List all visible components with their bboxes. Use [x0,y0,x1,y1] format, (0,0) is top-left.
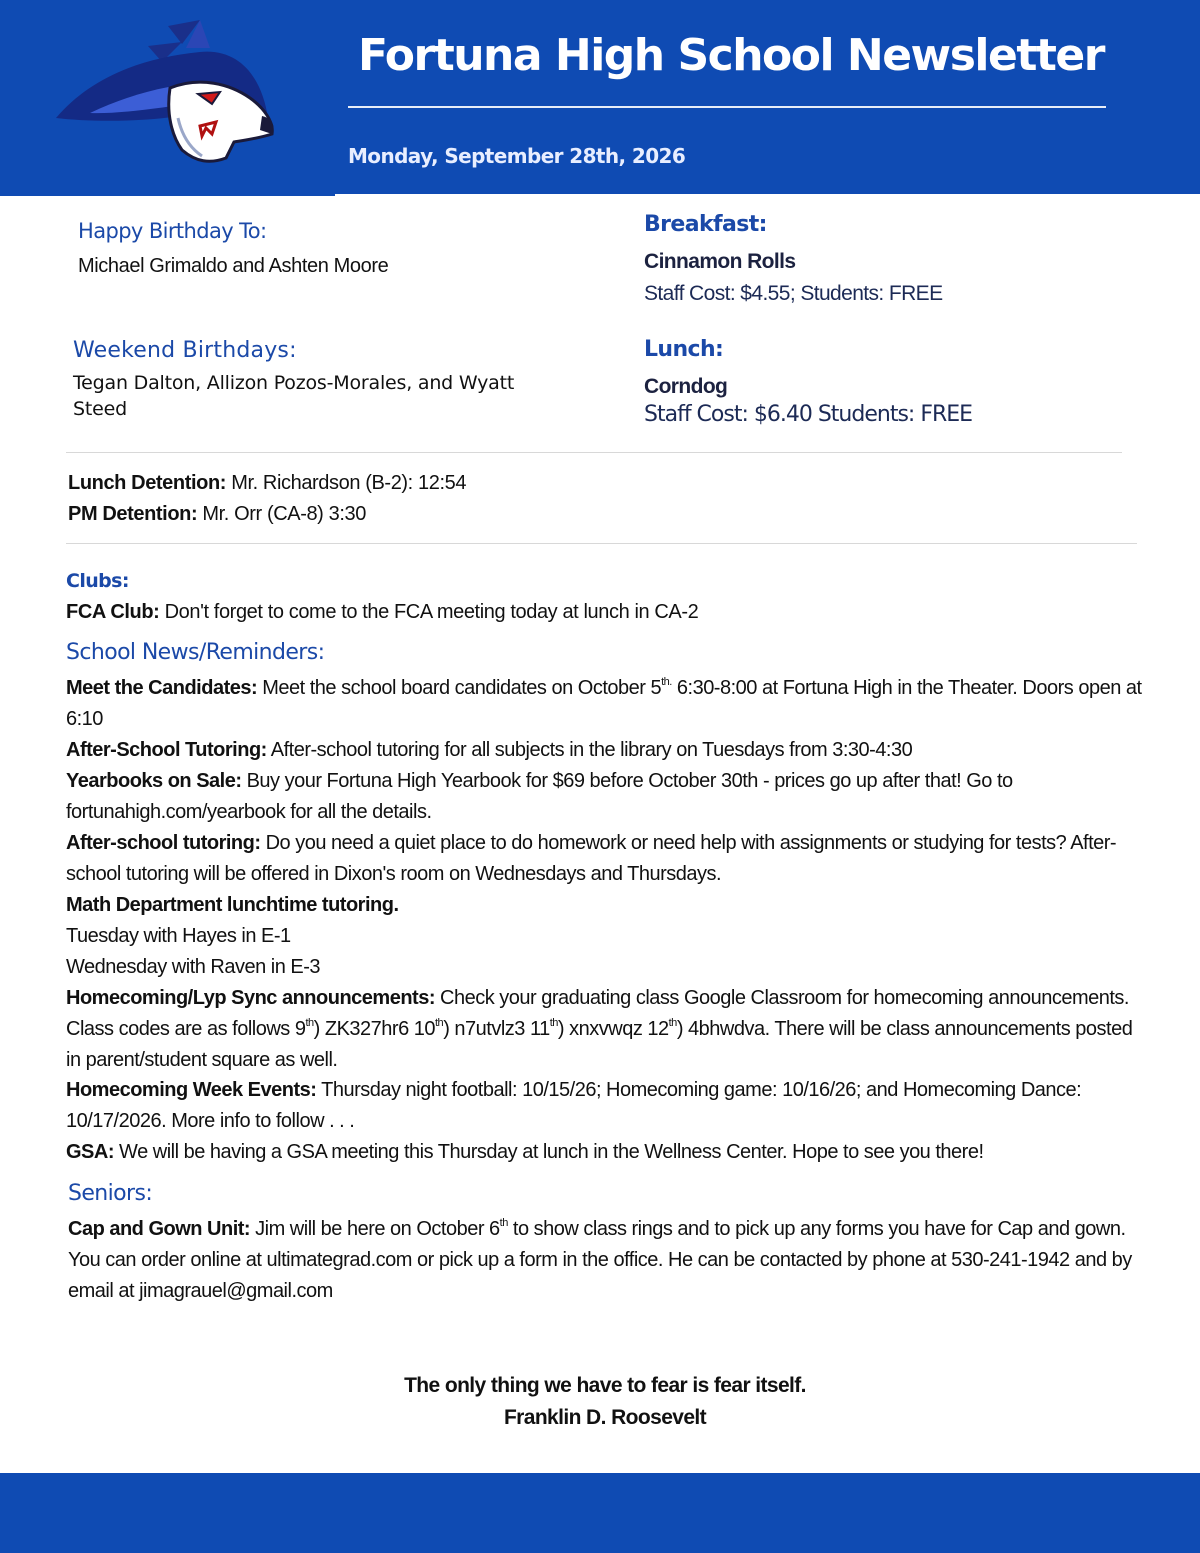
weekend-birthdays-line-1: Tegan Dalton, Allizon Pozos-Morales, and Wyatt [73,372,515,394]
gsa-item [66,1137,1146,1168]
cap-and-gown-item [68,1214,1138,1307]
after-school-tutoring-item [66,735,1146,766]
item-text: ) ZK327hr6 10 [313,1018,435,1040]
item-label: Meet the Candidates: [66,677,258,699]
item-text: Check your graduating class Google Classroom for homecoming announcements. Class codes are as follows 9 [66,987,1129,1040]
item-label: Homecoming Week Events: [66,1079,317,1101]
superscript: th [305,1017,314,1029]
superscript: th [499,1217,508,1229]
item-text: 6:30-8:00 at Fortuna High in the Theater. Doors open at 6:10 [66,677,1142,730]
item-text: Jim will be here on October 6 [250,1218,500,1240]
homecoming-week-item [66,1075,1146,1137]
lunch-detention-label: Lunch Detention: [68,472,227,494]
item-label: After-School Tutoring: [66,739,267,761]
breakfast-cost: Staff Cost: $4.55; Students: FREE [644,282,943,305]
lunch-heading: Lunch: [644,337,724,362]
pm-detention [68,503,366,526]
newsletter-footer [0,1473,1200,1553]
item-text: After-school tutoring for all subjects in the library on Tuesdays from 3:30-4:30 [266,739,913,761]
item-text: ) n7utvlz3 11 [443,1018,550,1040]
breakfast-heading: Breakfast: [644,212,767,237]
title-divider [348,106,1106,108]
homecoming-item [66,983,1146,1076]
superscript: th [549,1017,558,1029]
item-text: ) 4bhwdva. There will be class announcements posted in parent/student square as well. [66,1018,1133,1071]
math-tutoring-line-2: Wednesday with Raven in E-3 [66,956,321,978]
breakfast-item: Cinnamon Rolls [644,250,796,273]
superscript: th. [661,676,672,688]
meet-candidates-item [66,673,1146,735]
lunch-cost: Staff Cost: $6.40 Students: FREE [644,402,973,427]
math-tutoring-item [66,890,1146,921]
newsletter-header [0,0,1200,194]
item-text: Do you need a quiet place to do homework or need help with assignments or studying for tests? After-school tutoring will be offered in Dixon's room on Wednesdays and Thursdays. [66,832,1117,885]
page-title: Fortuna High School Newsletter [358,30,1104,81]
quote-author: Franklin D. Roosevelt [503,1406,707,1429]
item-label: GSA: [66,1141,114,1163]
birthday-names: Michael Grimaldo and Ashten Moore [78,255,389,277]
item-text: We will be having a GSA meeting this Thursday at lunch in the Wellness Center. Hope to see you there! [114,1141,984,1163]
quote-text: The only thing we have to fear is fear itself. [404,1374,806,1397]
item-label: After-school tutoring: [66,832,261,854]
item-text: Thursday night football: 10/15/26; Homecoming game: 10/16/26; and Homecoming Dance: 10/17/2026. More info to follow . . . [66,1079,1082,1132]
item-label: Cap and Gown Unit: [68,1218,251,1240]
yearbooks-item [66,766,1146,828]
item-label: Homecoming/Lyp Sync announcements: [66,987,435,1009]
birthday-heading: Happy Birthday To: [78,219,267,243]
math-tutoring-line-1: Tuesday with Hayes in E-1 [66,925,291,947]
newsletter-date: Monday, September 28th, 2026 [348,144,686,168]
item-text: to show class rings and to pick up any forms you have for Cap and gown. You can order online at ultimategrad.com or pick up a form in the office. He can be contacted by phone at 530-241-1942 and by email at jimagrauel@gmail.com [68,1218,1132,1302]
header-strip [0,194,335,196]
section-divider [66,543,1137,544]
superscript: th [435,1017,444,1029]
clubs-heading: Clubs: [66,570,129,592]
weekend-birthdays-heading: Weekend Birthdays: [73,338,297,363]
husky-mascot-logo [50,18,290,178]
lunch-detention [68,472,466,495]
weekend-birthdays-line-2: Steed [73,398,127,420]
fca-club-text: Don't forget to come to the FCA meeting today at lunch in CA-2 [159,601,699,623]
lunch-item: Corndog [644,375,728,398]
seniors-heading: Seniors: [68,1181,153,1206]
item-text: ) xnxvwqz 12 [557,1018,669,1040]
section-divider [66,452,1122,453]
superscript: th [668,1017,677,1029]
item-text: Meet the school board candidates on October 5 [257,677,662,699]
pm-detention-label: PM Detention: [68,503,198,525]
item-label: Math Department lunchtime tutoring. [66,894,399,916]
fca-club-label: FCA Club: [66,601,160,623]
fca-club-notice [66,601,698,624]
item-text: Buy your Fortuna High Yearbook for $69 before October 30th - prices go up after that! Go to fortunahigh.com/yearbook for all the details. [66,770,1013,823]
after-school-tutoring-2-item [66,828,1146,890]
pm-detention-text: Mr. Orr (CA-8) 3:30 [197,503,366,525]
lunch-detention-text: Mr. Richardson (B-2): 12:54 [226,472,467,494]
school-news-heading: School News/Reminders: [66,640,325,665]
item-label: Yearbooks on Sale: [66,770,242,792]
